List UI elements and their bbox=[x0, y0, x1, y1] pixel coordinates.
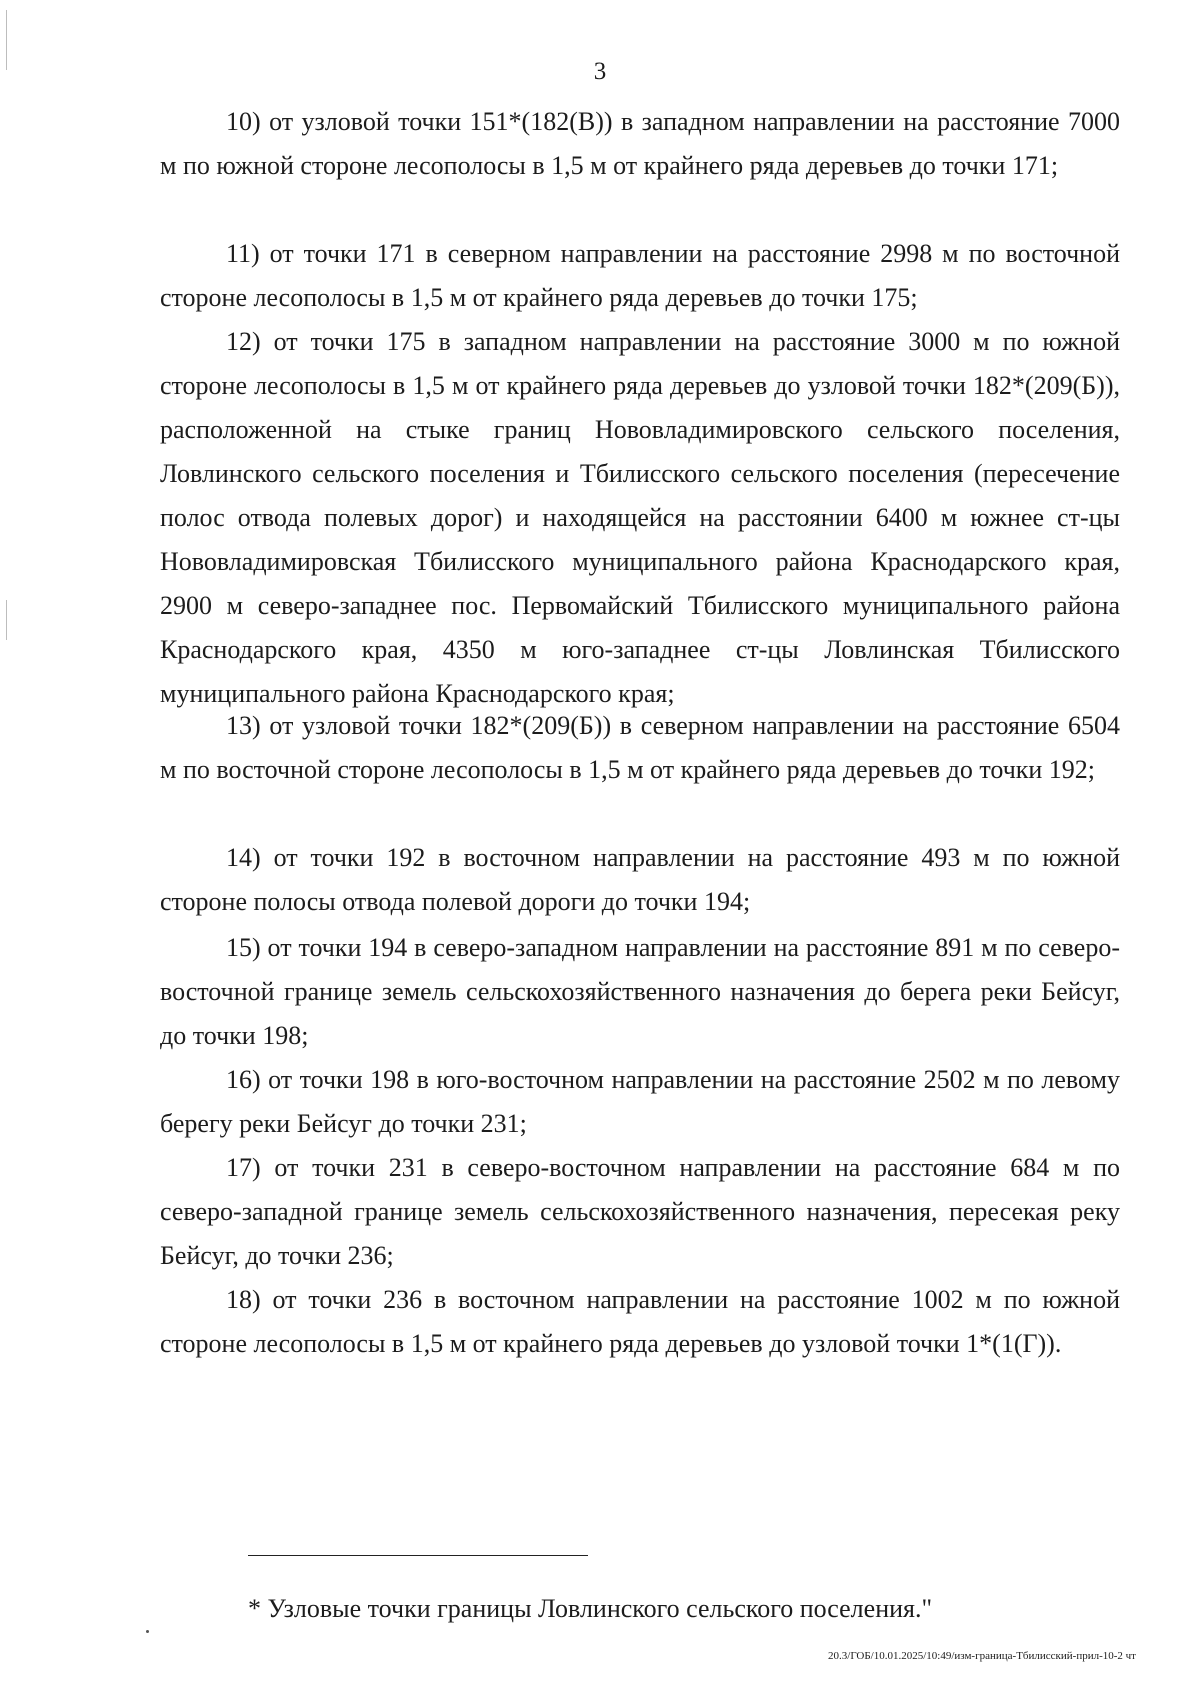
footnote-separator bbox=[248, 1555, 588, 1556]
list-item-18: 18) от точки 236 в восточном направлении на расстояние 1002 м по южной стороне лесополосы в 1,5 м от крайнего ряда деревьев до узловой точки 1*(1(Г)). bbox=[160, 1285, 1120, 1358]
list-item-16: 16) от точки 198 в юго-восточном направлении на расстояние 2502 м по левому берегу реки Бейсуг до точки 231; bbox=[160, 1065, 1120, 1138]
list-item-12: 12) от точки 175 в западном направлении на расстояние 3000 м по южной стороне лесополосы в 1,5 м от крайнего ряда деревьев до узловой точки 182*(209(Б)), расположенной на стыке границ Нововладимировского сельского поселения, Ловлинского сельского поселения и Тбилисского сельского поселения (пересечение полос отвода полевых дорог) и находящейся на расстоянии 6400 м южнее ст-цы Нововладимировская Тбилисского муниципального района Краснодарского края, 2900 м северо-западнее пос. Первомайский Тбилисского муниципального района Краснодарского края, 4350 м юго-западнее ст-цы Ловлинская Тбилисского муниципального района Краснодарского края; bbox=[160, 327, 1120, 708]
scan-edge-mark bbox=[6, 600, 7, 640]
list-item-10: 10) от узловой точки 151*(182(В)) в западном направлении на расстояние 7000 м по южной стороне лесополосы в 1,5 м от крайнего ряда деревьев до точки 171; bbox=[160, 107, 1120, 180]
list-item-14: 14) от точки 192 в восточном направлении на расстояние 493 м по южной стороне полосы отвода полевой дороги до точки 194; bbox=[160, 843, 1120, 916]
footnote: * Узловые точки границы Ловлинского сельского поселения." bbox=[248, 1594, 933, 1623]
list-item-11: 11) от точки 171 в северном направлении на расстояние 2998 м по восточной стороне лесополосы в 1,5 м от крайнего ряда деревьев до точки 175; bbox=[160, 239, 1120, 312]
list-item-15: 15) от точки 194 в северо-западном направлении на расстояние 891 м по северо-восточной границе земель сельскохозяйственного назначения до берега реки Бейсуг, до точки 198; bbox=[160, 933, 1120, 1050]
scan-speck bbox=[146, 1630, 149, 1633]
file-stamp: 20.3/ГОБ/10.01.2025/10:49/изм-граница-Тбилисский-прил-10-2 чт bbox=[828, 1650, 1136, 1662]
list-item-17: 17) от точки 231 в северо-восточном направлении на расстояние 684 м по северо-западной границе земель сельскохозяйственного назначения, пересекая реку Бейсуг, до точки 236; bbox=[160, 1153, 1120, 1270]
list-item-13: 13) от узловой точки 182*(209(Б)) в северном направлении на расстояние 6504 м по восточной стороне лесополосы в 1,5 м от крайнего ряда деревьев до точки 192; bbox=[160, 711, 1120, 784]
page-number: 3 bbox=[593, 58, 607, 85]
